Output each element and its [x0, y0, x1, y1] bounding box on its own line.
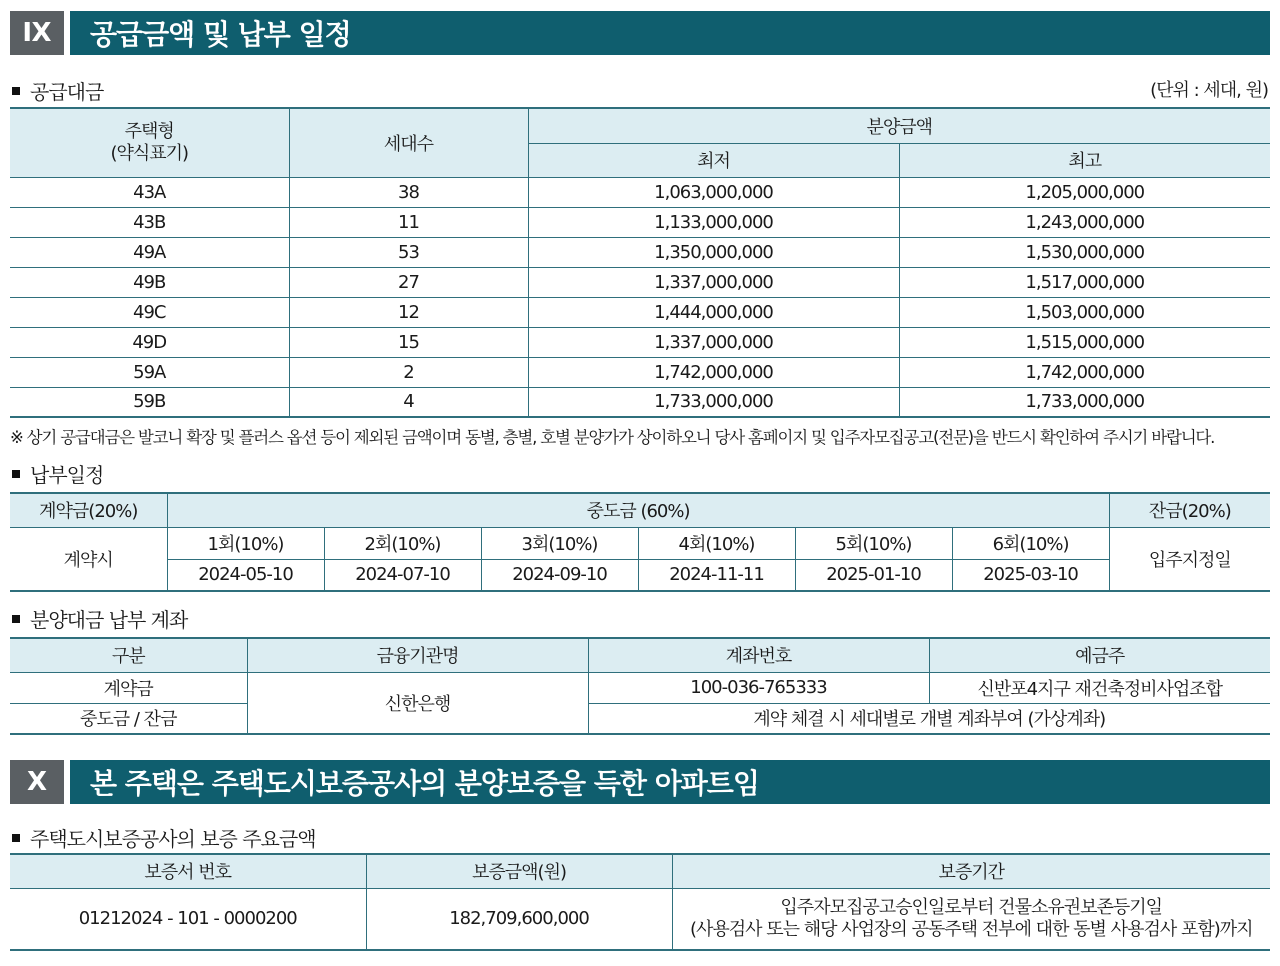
cell-min-price: 1,742,000,000 [528, 357, 899, 387]
deposit-value: 계약시 [10, 527, 167, 591]
virtual-account-note: 계약 체결 시 세대별로 개별 계좌부여 (가상계좌) [588, 703, 1270, 734]
bullet-square-icon [12, 87, 20, 95]
cell-type: 49A [10, 237, 289, 267]
header-middle: 중도금 (60%) [167, 493, 1109, 527]
cell-max-price: 1,530,000,000 [899, 237, 1270, 267]
table-row [10, 237, 1270, 267]
header-households: 세대수 [289, 108, 528, 177]
category-middle-balance: 중도금 / 잔금 [10, 703, 247, 734]
table-row [10, 357, 1270, 387]
bullet-square-icon [12, 615, 20, 623]
installment-date: 2025-03-10 [952, 559, 1109, 591]
table-row [10, 297, 1270, 327]
cell-type: 49C [10, 297, 289, 327]
header-deposit: 계약금(20%) [10, 493, 167, 527]
cell-min-price: 1,337,000,000 [528, 267, 899, 297]
table-row [10, 177, 1270, 207]
header-guarantee-amount: 보증금액(원) [366, 854, 672, 888]
cell-type: 43B [10, 207, 289, 237]
cell-type: 43A [10, 177, 289, 207]
header-max: 최고 [899, 143, 1270, 177]
cell-max-price: 1,517,000,000 [899, 267, 1270, 297]
header-account-number: 계좌번호 [588, 638, 929, 672]
cell-households: 12 [289, 297, 528, 327]
cell-min-price: 1,133,000,000 [528, 207, 899, 237]
balance-value: 입주지정일 [1109, 527, 1270, 591]
cell-households: 27 [289, 267, 528, 297]
table-row [10, 327, 1270, 357]
installment-label: 1회(10%) [167, 527, 324, 559]
cell-type: 59A [10, 357, 289, 387]
bank-name: 신한은행 [247, 672, 588, 734]
section-number: Ⅹ [10, 760, 64, 804]
cell-min-price: 1,337,000,000 [528, 327, 899, 357]
header-min: 최저 [528, 143, 899, 177]
section-title: 공급금액 및 납부 일정 [70, 11, 1270, 55]
account-number: 100-036-765333 [588, 672, 929, 703]
cell-min-price: 1,444,000,000 [528, 297, 899, 327]
cell-households: 38 [289, 177, 528, 207]
schedule-subtitle: 납부일정 [12, 459, 103, 488]
table-row [10, 387, 1270, 417]
bullet-square-icon [12, 470, 20, 478]
cell-type: 49D [10, 327, 289, 357]
cell-min-price: 1,733,000,000 [528, 387, 899, 417]
cell-max-price: 1,503,000,000 [899, 297, 1270, 327]
installment-label: 2회(10%) [324, 527, 481, 559]
installment-date: 2024-09-10 [481, 559, 638, 591]
supply-note: ※ 상기 공급대금은 발코니 확장 및 플러스 옵션 등이 제외된 금액이며 동별, 층별, 호별 분양가가 상이하오니 당사 홈페이지 및 입주자모집공고(전문)을 반드시 확인하여 주시기 바랍니다. [10, 428, 1215, 447]
cell-min-price: 1,350,000,000 [528, 237, 899, 267]
cell-type: 59B [10, 387, 289, 417]
installment-date: 2024-11-11 [638, 559, 795, 591]
account-subtitle: 분양대금 납부 계좌 [12, 604, 187, 633]
cell-households: 2 [289, 357, 528, 387]
section-title: 본 주택은 주택도시보증공사의 분양보증을 득한 아파트임 [70, 760, 1270, 804]
bullet-square-icon [12, 834, 20, 842]
guarantee-amount: 182,709,600,000 [366, 888, 672, 950]
cell-households: 53 [289, 237, 528, 267]
unit-label: (단위 : 세대, 원) [1150, 80, 1268, 101]
header-bank: 금융기관명 [247, 638, 588, 672]
supply-subtitle: 공급대금 [12, 76, 103, 105]
cell-min-price: 1,063,000,000 [528, 177, 899, 207]
cell-type: 49B [10, 267, 289, 297]
account-holder: 신반포4지구 재건축정비사업조합 [929, 672, 1270, 703]
header-type: 주택형 (약식표기) [10, 108, 289, 177]
header-price: 분양금액 [528, 108, 1270, 143]
header-guarantee-period: 보증기간 [672, 854, 1270, 888]
installment-label: 4회(10%) [638, 527, 795, 559]
table-row [10, 267, 1270, 297]
category-deposit: 계약금 [10, 672, 247, 703]
installment-date: 2025-01-10 [795, 559, 952, 591]
installment-date: 2024-07-10 [324, 559, 481, 591]
cell-households: 4 [289, 387, 528, 417]
installment-label: 6회(10%) [952, 527, 1109, 559]
installment-label: 3회(10%) [481, 527, 638, 559]
installment-label: 5회(10%) [795, 527, 952, 559]
guarantee-subtitle: 주택도시보증공사의 보증 주요금액 [12, 823, 316, 852]
cell-max-price: 1,733,000,000 [899, 387, 1270, 417]
cell-households: 15 [289, 327, 528, 357]
header-balance: 잔금(20%) [1109, 493, 1270, 527]
cell-max-price: 1,205,000,000 [899, 177, 1270, 207]
supply-price-table [10, 107, 1270, 418]
header-holder: 예금주 [929, 638, 1270, 672]
header-guarantee-number: 보증서 번호 [10, 854, 366, 888]
section-number: Ⅸ [10, 11, 64, 55]
cell-max-price: 1,742,000,000 [899, 357, 1270, 387]
cell-max-price: 1,243,000,000 [899, 207, 1270, 237]
payment-schedule-table [10, 492, 1270, 592]
section-9-header [10, 11, 1270, 55]
installment-date: 2024-05-10 [167, 559, 324, 591]
guarantee-number: 01212024 - 101 - 0000200 [10, 888, 366, 950]
guarantee-table [10, 853, 1270, 951]
guarantee-period: 입주자모집공고승인일로부터 건물소유권보존등기일 (사용검사 또는 해당 사업장의 공동주택 전부에 대한 동별 사용검사 포함)까지 [672, 888, 1270, 950]
section-10-header [10, 760, 1270, 804]
cell-max-price: 1,515,000,000 [899, 327, 1270, 357]
table-row [10, 207, 1270, 237]
account-table [10, 637, 1270, 735]
cell-households: 11 [289, 207, 528, 237]
header-category: 구분 [10, 638, 247, 672]
